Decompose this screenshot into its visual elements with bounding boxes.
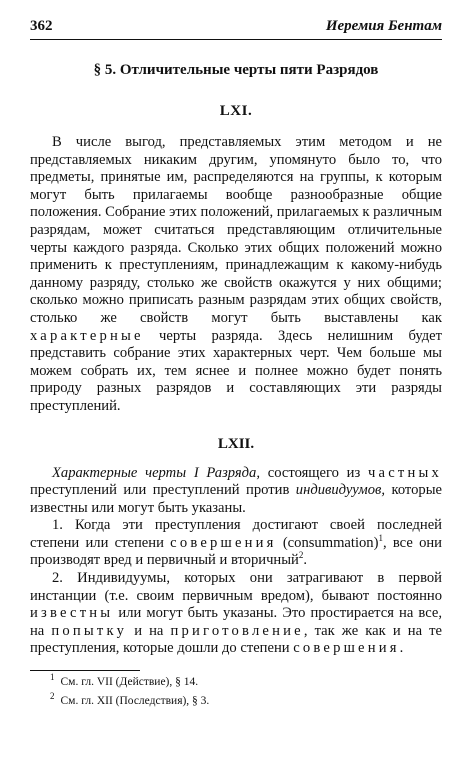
footnote-2 bbox=[50, 691, 442, 709]
footnote-mark: 1 bbox=[50, 672, 55, 683]
text-run: и на bbox=[127, 622, 171, 639]
italic-phrase: Характерные черты I Разряда, bbox=[52, 464, 261, 481]
paragraph-lxii-intro bbox=[30, 465, 442, 518]
text-run: (consummation) bbox=[276, 534, 379, 551]
spaced-word: попытку bbox=[51, 622, 128, 639]
book-page bbox=[30, 18, 442, 709]
footnote-text: См. гл. XII (Последствия), § 3. bbox=[60, 695, 210, 708]
footnote-ref[interactable]: 1 bbox=[378, 533, 383, 544]
paragraph-point-1 bbox=[30, 517, 442, 570]
text-run: , все они производят вред и первичный и вторичный bbox=[30, 534, 442, 569]
text-run: . bbox=[303, 552, 308, 569]
text-run: которые известны или могут быть указаны. bbox=[30, 482, 442, 516]
text-run: или могут быть указаны. Это простирается на все, на bbox=[30, 605, 442, 639]
page-number: 362 bbox=[30, 18, 53, 34]
running-author: Иеремия Бентам bbox=[325, 18, 442, 34]
italic-phrase: индивидуумов, bbox=[295, 482, 386, 499]
spaced-word: частных bbox=[368, 464, 442, 481]
footnote-ref[interactable]: 2 bbox=[298, 550, 304, 561]
heading-lxii: LXII. bbox=[217, 435, 255, 452]
heading-lxi: LXI. bbox=[219, 103, 253, 119]
text-run: состоящего из bbox=[260, 464, 369, 481]
footnote-divider bbox=[30, 670, 140, 671]
paragraph-point-2 bbox=[30, 570, 442, 658]
paragraph-lxi-text: В числе выгод, представляемых этим методом и не представляемых никаким другим, упомянуто было то, что предметы, принятые им, распределяются на группы, к которым могут быть прилагаемы вообще разнообразные общие положения. Собрание этих положений, прилагаемых к различным разрядам, может считаться представляющим отличительные черты каждого разряда. Сколько этих общих положений можно применить к преступлениям, принадлежащим к какому-нибудь данному разряду, столько же свойств окажутся у них общими; сколько можно приписать разным разрядам этих общих свойств, столько же свойств могут быть выставлены как bbox=[30, 134, 442, 326]
spaced-word: известны bbox=[30, 605, 114, 622]
running-header bbox=[30, 18, 442, 40]
footnote-1 bbox=[50, 672, 442, 690]
footnote-mark: 2 bbox=[50, 691, 55, 702]
text-run: преступлений или преступлений против bbox=[30, 482, 296, 499]
spaced-word: приготовление bbox=[170, 622, 304, 639]
spaced-word: характерные bbox=[30, 327, 144, 344]
footnote-text: См. гл. VII (Действие), § 14. bbox=[60, 676, 199, 689]
section-title: § 5. Отличительные черты пяти Разрядов bbox=[93, 62, 379, 78]
spaced-word: совершения bbox=[293, 640, 400, 657]
text-run: , так же как и на те преступления, которые дошли до степени bbox=[30, 622, 443, 657]
paragraph-lxi-end: черты разряда. Здесь нелишним будет представить собрание этих характерных черт. Чем больше мы можем собрать их, тем яснее и полнее можно будет понять природу разных разрядов и составляющих эти разряды преступлений. bbox=[30, 327, 442, 414]
text-run: 1. Когда эти преступления достигают своей последней степени или степени bbox=[30, 517, 442, 551]
text-run: 2. Индивидуумы, которых они затрагивают в первой инстанции (т.е. своим первичным вредом), бывают постоянно bbox=[30, 570, 442, 604]
paragraph-lxi bbox=[30, 134, 442, 416]
text-run: . bbox=[399, 640, 404, 657]
spaced-word: совершения bbox=[170, 534, 277, 551]
